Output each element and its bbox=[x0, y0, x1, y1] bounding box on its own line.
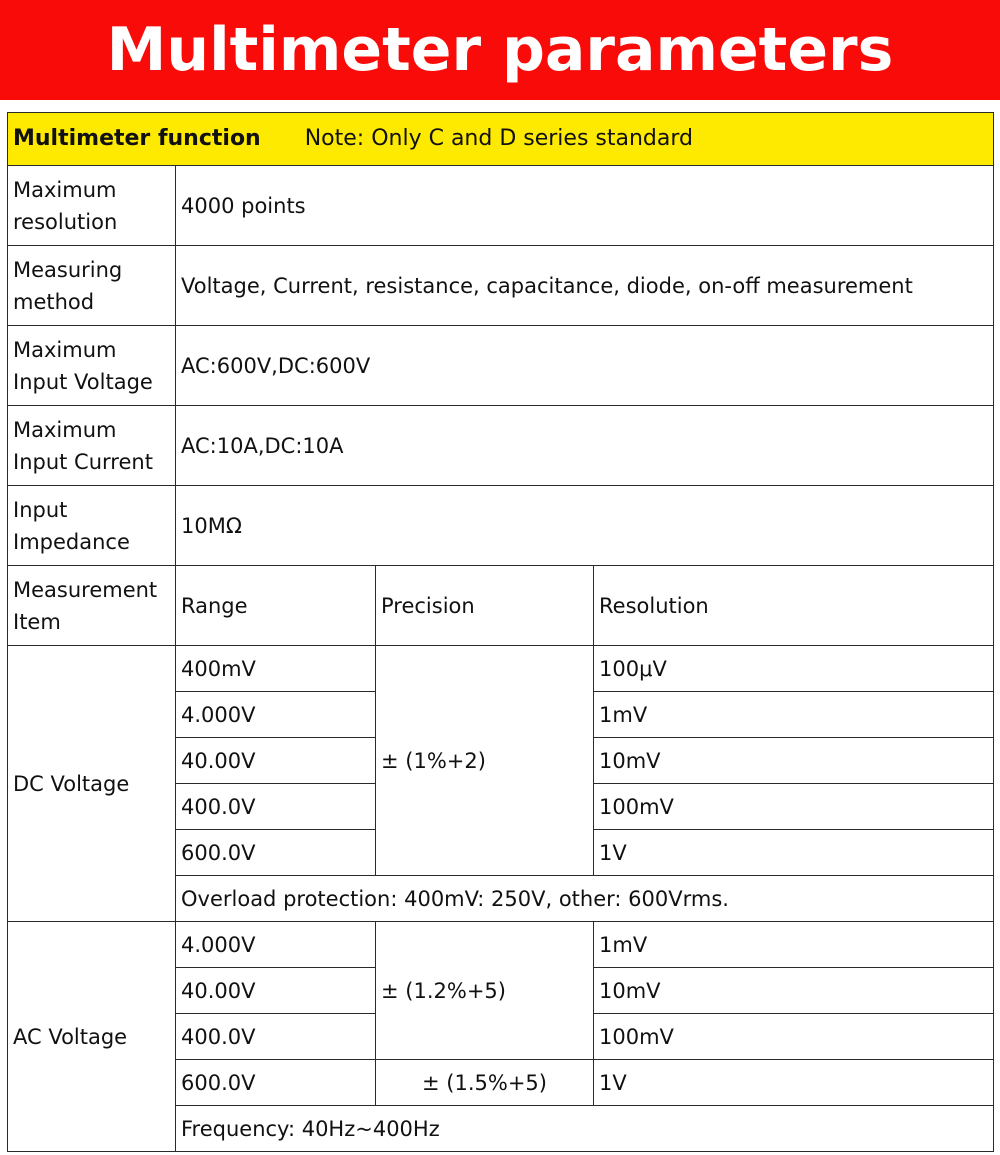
spec-label: Maximum Input Voltage bbox=[8, 326, 176, 406]
spec-label: Measuring method bbox=[8, 246, 176, 326]
spec-value: 10MΩ bbox=[176, 486, 994, 566]
resolution-cell: 100μV bbox=[594, 646, 994, 692]
range-cell: 600.0V bbox=[176, 830, 376, 876]
resolution-cell: 1V bbox=[594, 1060, 994, 1106]
resolution-cell: 1V bbox=[594, 830, 994, 876]
resolution-cell: 10mV bbox=[594, 968, 994, 1014]
table-row bbox=[8, 326, 994, 406]
table-row bbox=[8, 646, 994, 692]
range-cell: 4.000V bbox=[176, 692, 376, 738]
range-cell: 400.0V bbox=[176, 1014, 376, 1060]
dc-voltage-label: DC Voltage bbox=[8, 646, 176, 922]
table-row bbox=[8, 406, 994, 486]
spec-value: AC:10A,DC:10A bbox=[176, 406, 994, 486]
ac-precision-cell: ± (1.2%+5) bbox=[376, 922, 594, 1060]
spec-label: Maximum Input Current bbox=[8, 406, 176, 486]
resolution-cell: 1mV bbox=[594, 922, 994, 968]
spec-label: Input Impedance bbox=[8, 486, 176, 566]
resolution-header: Resolution bbox=[594, 566, 994, 646]
range-cell: 400mV bbox=[176, 646, 376, 692]
spec-value: 4000 points bbox=[176, 166, 994, 246]
dc-precision-cell: ± (1%+2) bbox=[376, 646, 594, 876]
range-cell: 40.00V bbox=[176, 738, 376, 784]
page-title: Multimeter parameters bbox=[106, 15, 894, 85]
resolution-cell: 100mV bbox=[594, 1014, 994, 1060]
table-row bbox=[8, 166, 994, 246]
resolution-cell: 10mV bbox=[594, 738, 994, 784]
spec-value: Voltage, Current, resistance, capacitance, diode, on-off measurement bbox=[176, 246, 994, 326]
range-cell: 400.0V bbox=[176, 784, 376, 830]
resolution-cell: 1mV bbox=[594, 692, 994, 738]
range-header: Range bbox=[176, 566, 376, 646]
range-cell: 4.000V bbox=[176, 922, 376, 968]
ac-precision-high-cell: ± (1.5%+5) bbox=[376, 1060, 594, 1106]
spec-value: AC:600V,DC:600V bbox=[176, 326, 994, 406]
table-row bbox=[8, 486, 994, 566]
ac-frequency-note: Frequency: 40Hz~400Hz bbox=[176, 1106, 994, 1152]
series-note: Note: Only C and D series standard bbox=[304, 126, 693, 151]
spec-label: Maximum resolution bbox=[8, 166, 176, 246]
resolution-cell: 100mV bbox=[594, 784, 994, 830]
measurement-item-header: Measurement Item bbox=[8, 566, 176, 646]
range-cell: 40.00V bbox=[176, 968, 376, 1014]
ac-voltage-label: AC Voltage bbox=[8, 922, 176, 1152]
table-row bbox=[8, 246, 994, 326]
parameters-table bbox=[7, 112, 994, 1152]
table-row bbox=[8, 922, 994, 968]
header-cell bbox=[8, 113, 994, 166]
precision-header: Precision bbox=[376, 566, 594, 646]
dc-overload-note: Overload protection: 400mV: 250V, other: 600Vrms. bbox=[176, 876, 994, 922]
table-header-row bbox=[8, 113, 994, 166]
column-header-row bbox=[8, 566, 994, 646]
range-cell: 600.0V bbox=[176, 1060, 376, 1106]
title-banner bbox=[0, 0, 1000, 100]
multimeter-function-heading: Multimeter function bbox=[13, 126, 261, 151]
